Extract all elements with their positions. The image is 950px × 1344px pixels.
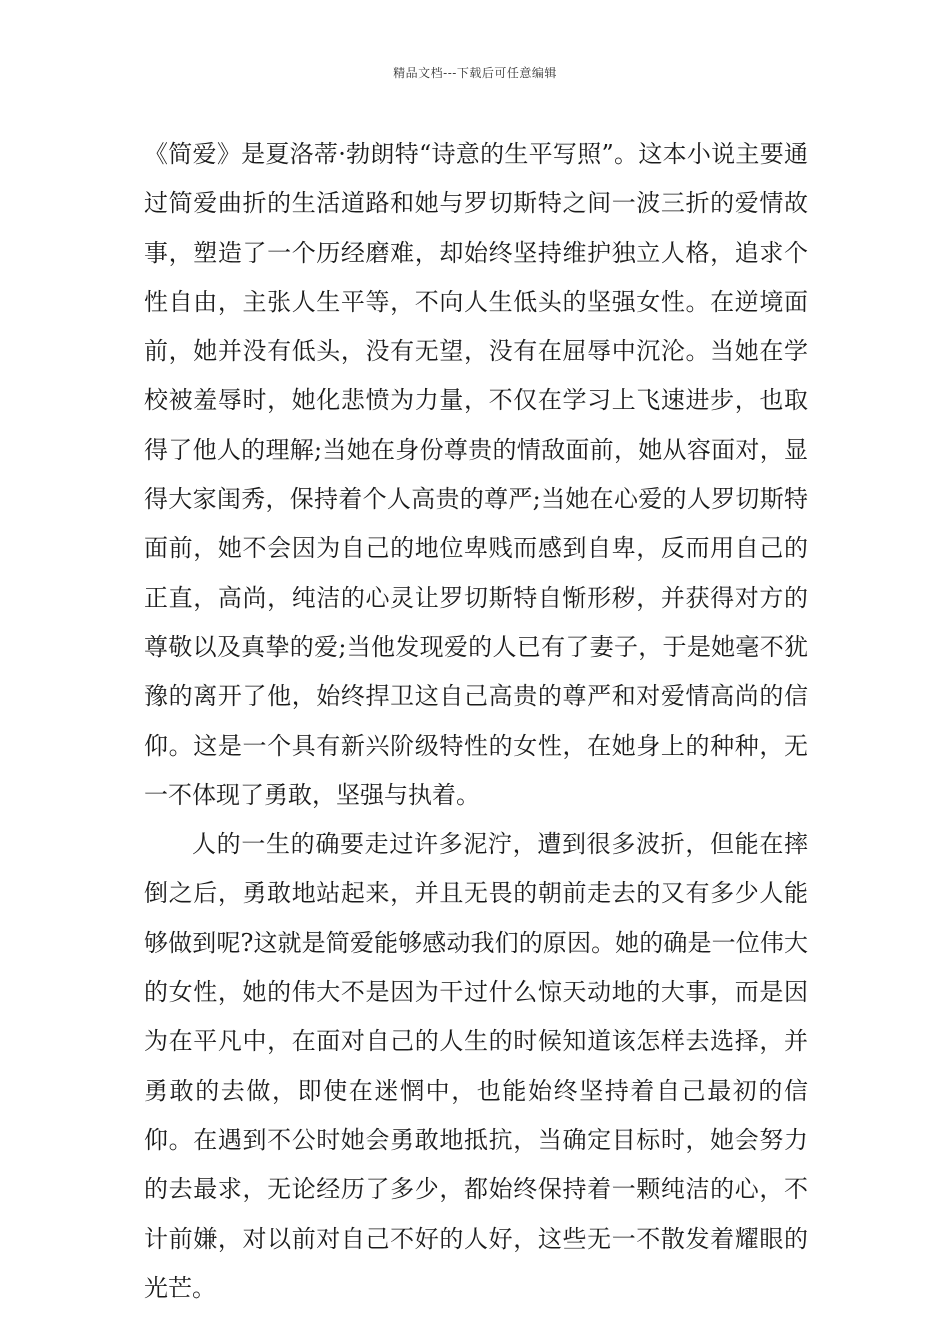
page-header: 精品文档---下载后可任意编辑 [393,66,557,80]
document-body [144,130,808,1313]
paragraph-1: 《简爱》是夏洛蒂·勃朗特“诗意的生平写照”。这本小说主要通过简爱曲折的生活道路和她与罗切斯特之间一波三折的爱情故事，塑造了一个历经磨难，却始终坚持维护独立人格，追求个性自由，主张人生平等，不向人生低头的坚强女性。在逆境面前，她并没有低头，没有无望，没有在屈辱中沉沦。当她在学校被羞辱时，她化悲愤为力量，不仅在学习上飞速进步，也取得了他人的理解;当她在身份尊贵的情敌面前，她从容面对，显得大家闺秀，保持着个人高贵的尊严;当她在心爱的人罗切斯特面前，她不会因为自己的地位卑贱而感到自卑，反而用自己的正直，高尚，纯洁的心灵让罗切斯特自惭形秽，并获得对方的尊敬以及真挚的爱;当他发现爱的人已有了妻子，于是她毫不犹豫的离开了他，始终捍卫这自己高贵的尊严和对爱情高尚的信仰。这是一个具有新兴阶级特性的女性，在她身上的种种，无一不体现了勇敢，坚强与执着。 [144,140,808,809]
paragraph-2: 人的一生的确要走过许多泥泞，遭到很多波折，但能在摔倒之后，勇敢地站起来，并且无畏的朝前走去的又有多少人能够做到呢?这就是简爱能够感动我们的原因。她的确是一位伟大的女性，她的伟大不是因为干过什么惊天动地的大事，而是因为在平凡中，在面对自己的人生的时候知道该怎样去选择，并勇敢的去做，即使在迷惘中，也能始终坚持着自己最初的信仰。在遇到不公时她会勇敢地抵抗，当确定目标时，她会努力的去最求，无论经历了多少，都始终保持着一颗纯洁的心，不计前嫌，对以前对自己不好的人好，这些无一不散发着耀眼的光芒。 [144,830,808,1302]
